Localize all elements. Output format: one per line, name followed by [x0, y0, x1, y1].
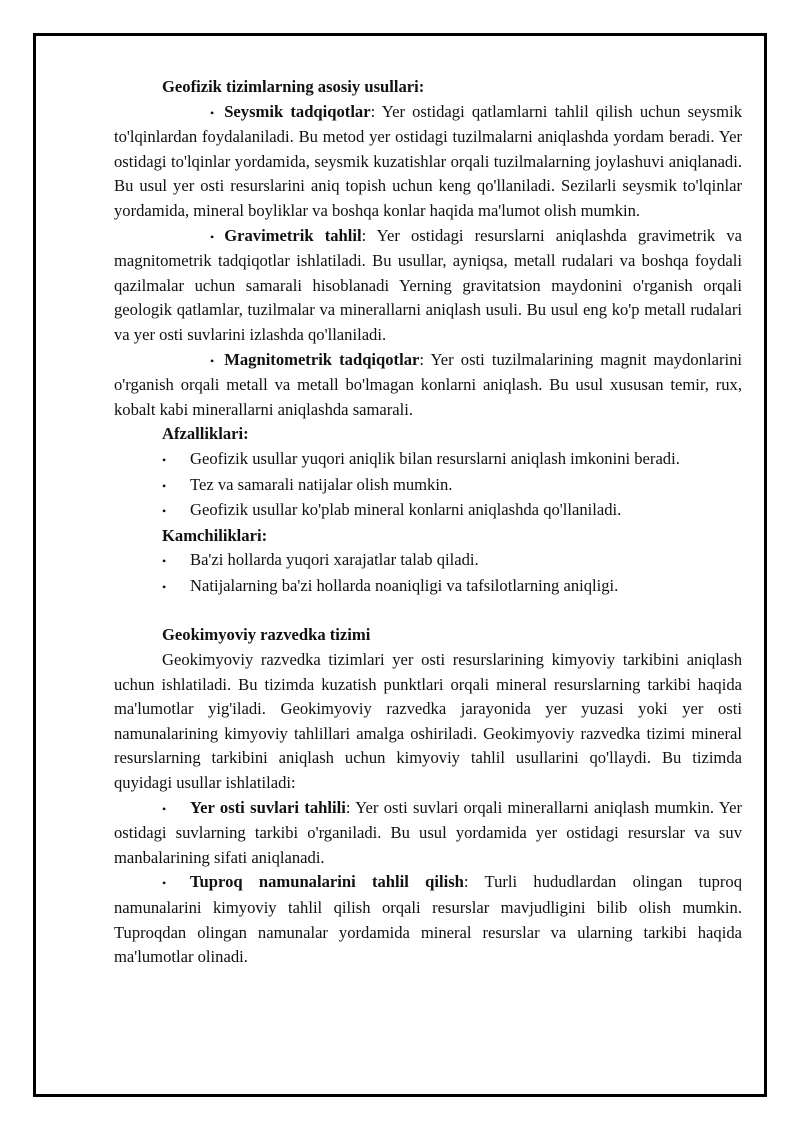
method-separator: :: [463, 872, 469, 892]
disadvantage-text: Ba'zi hollarda yuqori xarajatlar talab qiladi.: [190, 550, 479, 570]
method-text: Yer ostidagi resurslarni aniqlashda gravimetrik va magnitometrik tadqiqotlar ishlatiladi. Bu usullar, ayniqsa, metall rudalari va boshqa foydali qazilmalar uchun samarali hisoblanadi Yerning gravitatsion maydonini o'rganish orqali geologik qatlamlar, tuzilmalar va minerallarni aniqlash usuli. Bu usul eng ko'p metall rudalari va yer osti suvlarini izlashda qo'llaniladi.: [114, 225, 742, 344]
section-heading-geochemical: Geokimyoviy razvedka tizimi: [162, 625, 371, 645]
method-term: Yer osti suvlari tahlili: [190, 797, 346, 817]
method-term: Seysmik tadqiqotlar: [224, 101, 371, 121]
advantage-text: Geofizik usullar ko'plab mineral konlarni aniqlashda qo'llaniladi.: [190, 500, 622, 520]
disadvantage-text: Natijalarning ba'zi hollarda noaniqligi va tafsilotlarning aniqligi.: [190, 575, 619, 595]
method-separator: :: [419, 349, 424, 369]
bullet-icon: •: [210, 229, 215, 244]
method-separator: :: [370, 101, 376, 121]
method-text: Turli hududlardan olingan tuproq namunalarini kimyoviy tahlil qilish orqali resurslar mavjudligini bilib olish mumkin. Tuproqdan olingan namunalar yordamida mineral resurslar va ularning tarkibi haqida ma'lumotlar olinadi.: [114, 872, 742, 967]
method-separator: :: [345, 797, 351, 817]
method-term: Tuproq namunalarini tahlil qilish: [190, 872, 464, 892]
bullet-icon: •: [162, 452, 167, 467]
method-soil-samples: [114, 870, 742, 969]
method-text: Yer osti tuzilmalarining magnit maydonlarini o'rganish orqali metall va metall bo'lmagan konlarni aniqlash. Bu usul xususan temir, rux, kobalt kabi minerallarni aniqlashda samarali.: [114, 349, 742, 419]
bullet-icon: •: [162, 504, 167, 519]
section-heading-geophysical-methods: Geofizik tizimlarning asosiy usullari:: [162, 77, 425, 96]
disadvantage-item: [114, 548, 742, 574]
method-text: Yer ostidagi qatlamlarni tahlil qilish uchun seysmik to'lqinlardan foydalaniladi. Bu metod yer ostidagi tuzilmalarni aniqlashda yordam beradi. Yer ostidagi to'lqinlar yordamida, seysmik kuzatishlar orqali tuzilmalarning joylashuvi aniqlanadi. Bu usul yer osti resurslarini aniq topish uchun keng qo'llaniladi. Sezilarli seysmik to'lqinlar yordamida, mineral boyliklar va boshqa konlar haqida ma'lumot olish mumkin.: [114, 101, 742, 220]
disadvantage-item: [114, 574, 742, 600]
method-term: Gravimetrik tahlil: [224, 225, 362, 245]
bullet-icon: •: [210, 105, 215, 120]
advantage-item: [114, 498, 742, 524]
bullet-icon: •: [162, 579, 167, 594]
disadvantages-heading: Kamchiliklari:: [162, 525, 268, 545]
advantages-heading: Afzalliklari:: [162, 424, 249, 444]
method-groundwater: [114, 796, 742, 871]
document-body: [114, 75, 742, 970]
bullet-icon: •: [162, 478, 167, 493]
advantage-text: Tez va samarali natijalar olish mumkin.: [190, 474, 453, 494]
method-magnetometric: [114, 348, 742, 423]
method-separator: :: [361, 225, 367, 245]
method-gravimetric: [114, 224, 742, 348]
advantage-item: [114, 447, 742, 473]
method-term: Magnitometrik tadqiqotlar: [224, 349, 420, 369]
bullet-icon: •: [210, 353, 215, 368]
advantage-text: Geofizik usullar yuqori aniqlik bilan resurslarni aniqlash imkonini beradi.: [190, 448, 680, 468]
bullet-icon: •: [162, 876, 167, 891]
bullet-icon: •: [162, 554, 167, 569]
section-spacer: [114, 599, 742, 623]
method-seismic: [114, 100, 742, 224]
bullet-icon: •: [162, 801, 167, 816]
advantage-item: [114, 473, 742, 499]
method-text: Yer osti suvlari orqali minerallarni aniqlash mumkin. Yer ostidagi suvlarning tarkibi o'rganiladi. Bu usul yordamida yer ostidagi resurslar va suv manbalarining sifati aniqlanadi.: [114, 797, 742, 867]
geochemical-intro: Geokimyoviy razvedka tizimlari yer osti resurslarining kimyoviy tarkibini aniqlash uchun ishlatiladi. Bu tizimda kuzatish punktlari orqali mineral resurslarning tarkibi haqida ma'lumotlar yig'iladi. Geokimyoviy razvedka jarayonida yer yuzasi yoki yer osti namunalarining kimyoviy tahlillari amalga oshiriladi. Geokimyoviy razvedka tizimi mineral resurslarning tarkibini aniqlash uchun kimyoviy tahlil usullarini qo'llaydi. Bu tizimda quyidagi usullar ishlatiladi:: [114, 650, 742, 793]
